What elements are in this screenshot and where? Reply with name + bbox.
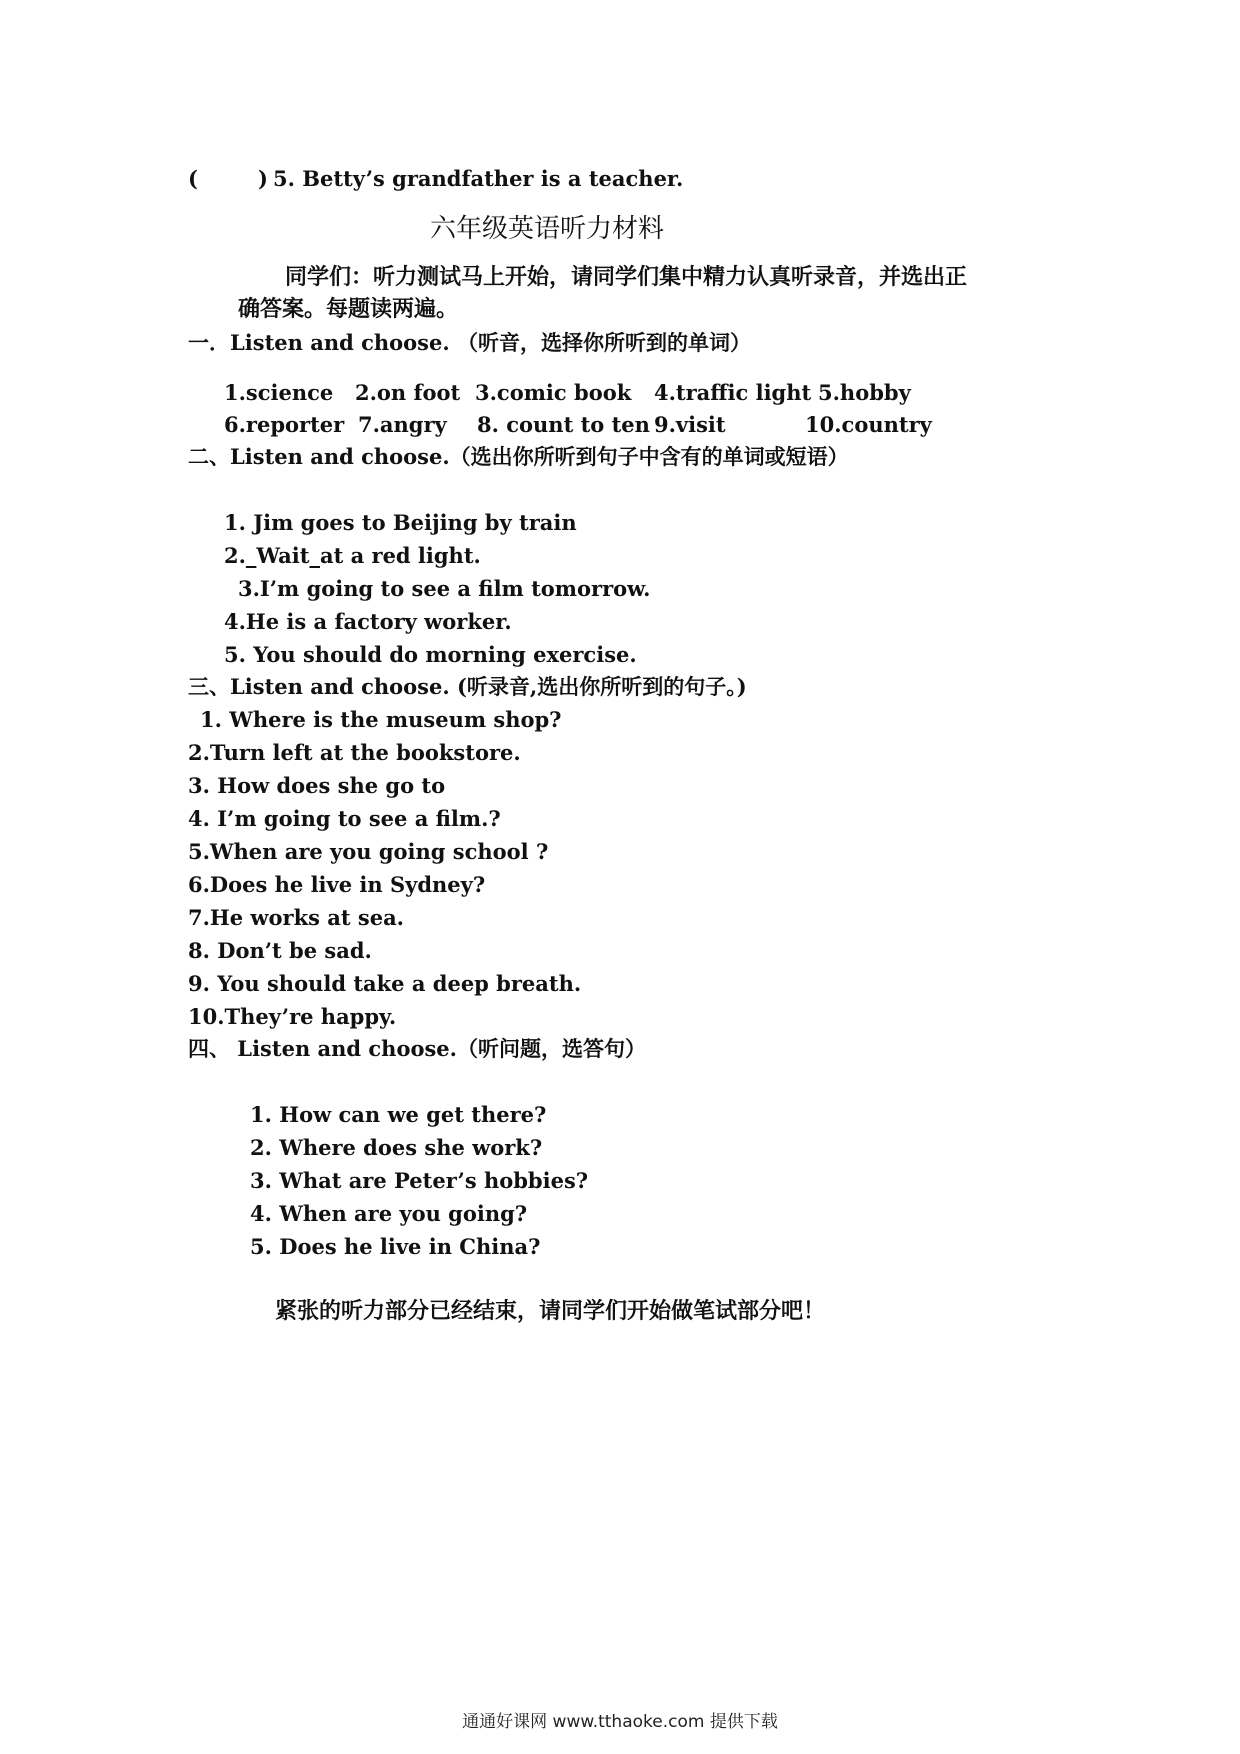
intro-line-2: 确答案。每题读两遍。 [238, 296, 459, 322]
section2-item: 1. Jim goes to Beijing by train [224, 510, 577, 535]
word-item: 7.angry [358, 412, 447, 437]
section4-item: 4. When are you going? [250, 1201, 528, 1226]
footer-credit: 通通好课网 www.tthaoke.com 提供下载 [462, 1712, 778, 1732]
word-item: 10.country [805, 412, 932, 437]
section4-item: 1. How can we get there? [250, 1102, 547, 1127]
section2-item: 5. You should do morning exercise. [224, 642, 637, 667]
word-item: 6.reporter [224, 412, 345, 437]
section2-item: 4.He is a factory worker. [224, 609, 512, 634]
section3-item: 10.They’re happy. [188, 1004, 397, 1029]
section3-item: 7.He works at sea. [188, 905, 404, 930]
page-title: 六年级英语听力材料 [430, 214, 665, 244]
section3-heading: 三、Listen and choose. (听录音,选出你所听到的句子。) [188, 674, 747, 699]
section3-item: 5.When are you going school ? [188, 839, 549, 864]
section3-item: 2.Turn left at the bookstore. [188, 740, 521, 765]
closing-text: 紧张的听力部分已经结束，请同学们开始做笔试部分吧！ [275, 1298, 826, 1324]
section1-heading: 一．Listen and choose. （听音，选择你所听到的单词） [188, 330, 751, 355]
section4-item: 5. Does he live in China? [250, 1234, 541, 1259]
top-item-paren-open: ( [188, 166, 198, 191]
section4-item: 3. What are Peter’s hobbies? [250, 1168, 589, 1193]
section3-item: 3. How does she go to [188, 773, 446, 798]
word-item: 1.science [224, 380, 334, 405]
section3-item: 6.Does he live in Sydney? [188, 872, 486, 897]
word-item: 8. count to ten [477, 412, 650, 437]
word-item: 5.hobby [818, 380, 911, 405]
top-item-text: 5. Betty’s grandfather is a teacher. [273, 166, 684, 191]
section3-item: 1. Where is the museum shop? [200, 707, 562, 732]
section4-heading: 四、 Listen and choose.（听问题，选答句） [188, 1036, 646, 1061]
section3-item: 4. I’m going to see a film.? [188, 806, 501, 831]
section3-item: 8. Don’t be sad. [188, 938, 372, 963]
section2-item: 3.I’m going to see a film tomorrow. [238, 576, 651, 601]
top-item-paren-close: ) [258, 166, 268, 191]
section1-word-list [0, 380, 1240, 440]
section4-item: 2. Where does she work? [250, 1135, 543, 1160]
section3-item: 9. You should take a deep breath. [188, 971, 582, 996]
word-item: 9.visit [654, 412, 726, 437]
word-item: 2.on foot [355, 380, 461, 405]
intro-line-1: 同学们：听力测试马上开始，请同学们集中精力认真听录音，并选出正 [285, 264, 968, 290]
section2-heading: 二、Listen and choose.（选出你所听到句子中含有的单词或短语） [188, 444, 849, 469]
section2-item: 2._Wait_at a red light. [224, 543, 481, 568]
word-item: 3.comic book [475, 380, 632, 405]
word-item: 4.traffic light [654, 380, 812, 405]
